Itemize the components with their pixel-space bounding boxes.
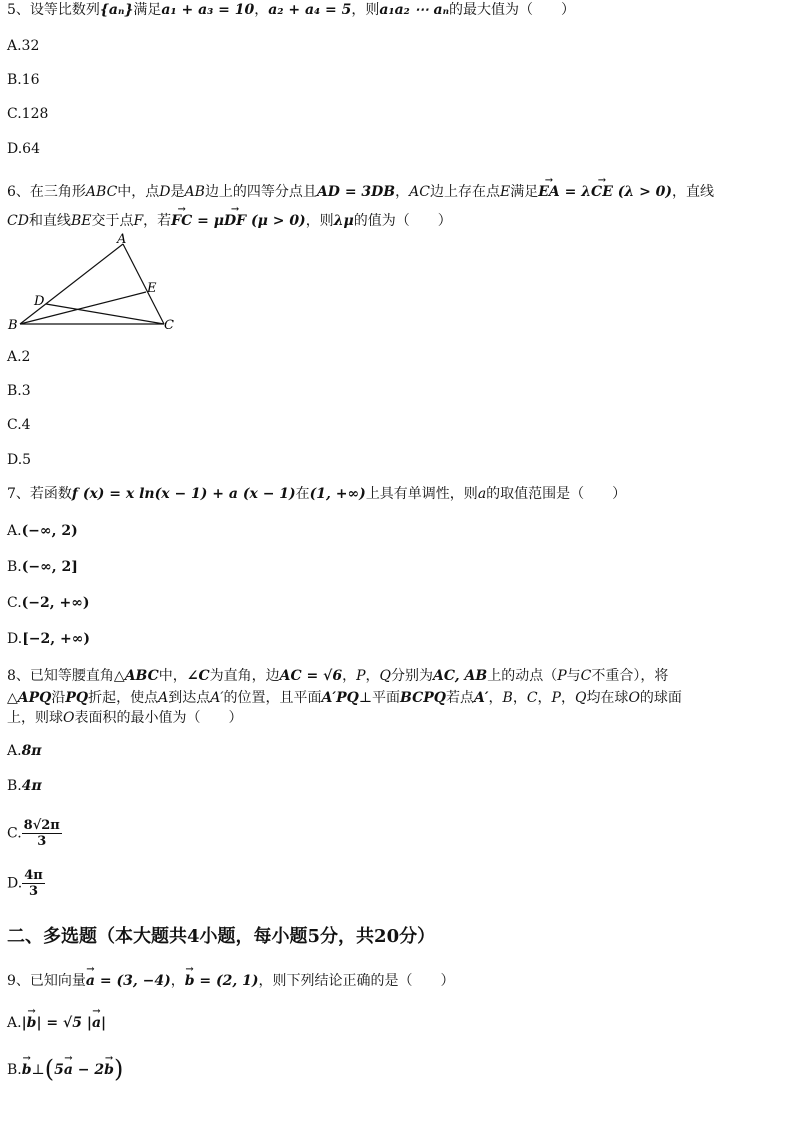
q7-option-b[interactable]: B.(−∞, 2] (7, 559, 78, 575)
label-a: A (117, 232, 127, 247)
q6-option-c[interactable]: C.4 (7, 417, 31, 433)
q6-option-a[interactable]: A.2 (7, 349, 31, 365)
side-ac (123, 244, 164, 324)
q8-stem-line3: 上，则球O表面积的最小值为（ ） (7, 710, 243, 726)
q6-stem-line2: CD和直线BE交于点F，若→ FC = μ→ DF (μ > 0)，则λμ的值为（ ） (7, 212, 452, 230)
q5-option-d[interactable]: D.64 (7, 141, 40, 157)
segment-cd (46, 304, 164, 324)
q5-option-b[interactable]: B.16 (7, 72, 40, 88)
q9-option-b[interactable]: B.→ b⊥(5→ a − 2→ b) (7, 1060, 123, 1079)
q8-option-c[interactable]: C. $\frac{8√2\pi}{3}$ (7, 818, 60, 849)
fraction: $\frac{4\pi}{3}$ (24, 868, 43, 899)
q6-stem-line1: 6、在三角形ABC中，点D是AB边上的四等分点且AD = 3DB，AC边上存在点E满足→ EA = λ→ CE (λ > 0)，直线 (7, 183, 714, 201)
q8-option-b[interactable]: B.4π (7, 778, 42, 794)
q6-option-b[interactable]: B.3 (7, 383, 31, 399)
q5-stem: 5、设等比数列{aₙ}满足a₁ + a₃ = 10，a₂ + a₄ = 5，则a₁a₂ ⋯ aₙ的最大值为（ ） (7, 2, 576, 18)
q7-stem: 7、若函数f (x) = x ln(x − 1) + a (x − 1)在(1, +∞)上具有单调性，则a的取值范围是（ ） (7, 486, 627, 502)
label-d: D (34, 294, 45, 309)
q7-option-c[interactable]: C.(−2, +∞) (7, 595, 90, 611)
q6-option-d[interactable]: D.5 (7, 452, 32, 468)
q9-option-a[interactable]: A.|→ b| = √5 |→ a| (7, 1014, 106, 1032)
fraction: $\frac{8√2\pi}{3}$ (23, 818, 60, 849)
label-e: E (147, 281, 157, 296)
label-c: C (164, 318, 174, 333)
q7-option-d[interactable]: D.[−2, +∞) (7, 631, 91, 647)
q5-option-c[interactable]: C.128 (7, 106, 49, 122)
q5-option-a[interactable]: A.32 (7, 38, 40, 54)
q8-option-d[interactable]: D. $\frac{4\pi}{3}$ (7, 868, 43, 899)
q8-stem-line2: △APQ沿PQ折起，使点A到达点A′的位置，且平面A′PQ⊥平面BCPQ若点A′，B，C，P，Q均在球O的球面 (7, 690, 682, 706)
label-b: B (8, 318, 18, 333)
side-ab (20, 244, 123, 324)
q8-stem-line1: 8、已知等腰直角△ABC中，∠C为直角，边AC = √6，P，Q分别为AC, AB上的动点（P与C不重合），将 (7, 668, 669, 684)
q6-triangle-figure (6, 232, 178, 336)
q7-option-a[interactable]: A.(−∞, 2) (7, 523, 78, 539)
section-heading-multi-choice: 二、多选题（本大题共4小题，每小题5分，共20分） (7, 926, 436, 947)
q8-option-a[interactable]: A.8π (7, 743, 42, 759)
q9-stem: 9、已知向量→ a = (3, −4)，→ b = (2, 1)，则下列结论正确的是（ ） (7, 972, 454, 990)
